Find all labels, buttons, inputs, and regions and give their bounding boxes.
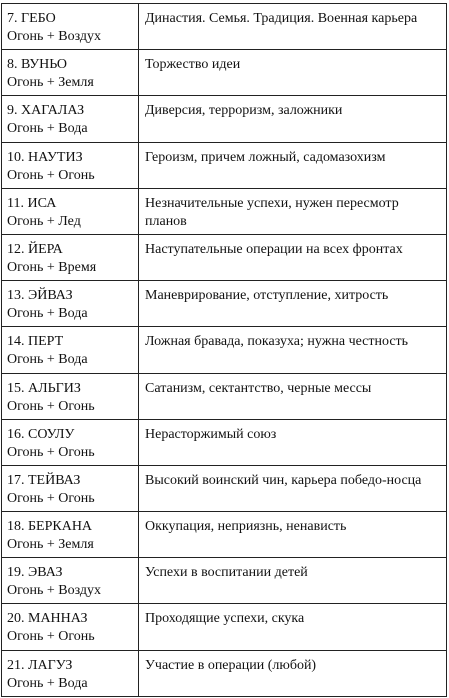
table-row bbox=[2, 558, 447, 604]
table-row bbox=[2, 373, 447, 419]
rune-elements: Огонь + Огонь bbox=[7, 398, 95, 414]
rune-elements: Огонь + Земля bbox=[7, 75, 94, 91]
rune-name: 20. МАННАЗ bbox=[7, 611, 88, 627]
meaning-cell bbox=[139, 142, 447, 188]
table-row bbox=[2, 188, 447, 234]
meaning-cell bbox=[139, 604, 447, 650]
meaning-cell bbox=[139, 650, 447, 696]
rune-meaning: Успехи в воспитании детей bbox=[145, 565, 308, 581]
meaning-cell bbox=[139, 373, 447, 419]
rune-name: 11. ИСА bbox=[7, 195, 57, 211]
table-row bbox=[2, 327, 447, 373]
rune-elements: Огонь + Время bbox=[7, 259, 97, 275]
rune-cell bbox=[2, 604, 139, 650]
rune-name: 21. ЛАГУЗ bbox=[7, 657, 73, 673]
rune-name: 13. ЭЙВАЗ bbox=[7, 288, 73, 304]
table-row bbox=[2, 650, 447, 696]
rune-cell bbox=[2, 188, 139, 234]
rune-elements: Огонь + Земля bbox=[7, 537, 94, 553]
meaning-cell bbox=[139, 50, 447, 96]
rune-cell bbox=[2, 281, 139, 327]
rune-cell bbox=[2, 558, 139, 604]
meaning-cell bbox=[139, 96, 447, 142]
meaning-cell bbox=[139, 419, 447, 465]
rune-cell bbox=[2, 419, 139, 465]
meaning-cell bbox=[139, 188, 447, 234]
rune-cell bbox=[2, 142, 139, 188]
rune-elements: Огонь + Вода bbox=[7, 352, 88, 368]
table-row bbox=[2, 234, 447, 280]
meaning-cell bbox=[139, 465, 447, 511]
table-row bbox=[2, 512, 447, 558]
rune-cell bbox=[2, 465, 139, 511]
rune-meaning: Торжество идеи bbox=[145, 57, 241, 73]
rune-elements: Огонь + Воздух bbox=[7, 583, 102, 599]
rune-name: 18. БЕРКАНА bbox=[7, 519, 93, 535]
rune-elements: Огонь + Вода bbox=[7, 306, 88, 322]
meaning-cell bbox=[139, 558, 447, 604]
rune-elements: Огонь + Огонь bbox=[7, 167, 95, 183]
rune-meaning: Незначительные успехи, нужен пересмотр планов bbox=[145, 195, 399, 229]
rune-name: 7. ГЕБО bbox=[7, 11, 56, 26]
meaning-cell bbox=[139, 327, 447, 373]
meaning-cell bbox=[139, 281, 447, 327]
rune-meaning: Наступательные операции на всех фронтах bbox=[145, 241, 403, 257]
rune-meaning: Ложная бравада, показуха; нужна честность bbox=[145, 334, 409, 350]
rune-meanings-table bbox=[1, 3, 447, 697]
rune-meaning: Династия. Семья. Традиция. Военная карьера bbox=[145, 11, 418, 26]
table-body bbox=[2, 4, 447, 697]
rune-cell bbox=[2, 96, 139, 142]
table-row bbox=[2, 4, 447, 50]
table-row bbox=[2, 142, 447, 188]
meaning-cell bbox=[139, 512, 447, 558]
rune-name: 14. ПЕРТ bbox=[7, 334, 64, 350]
rune-elements: Огонь + Вода bbox=[7, 121, 88, 137]
rune-cell bbox=[2, 4, 139, 50]
rune-cell bbox=[2, 373, 139, 419]
rune-name: 16. СОУЛУ bbox=[7, 426, 75, 442]
rune-elements: Огонь + Воздух bbox=[7, 29, 102, 44]
rune-elements: Огонь + Вода bbox=[7, 675, 88, 691]
table-row bbox=[2, 604, 447, 650]
rune-name: 17. ТЕЙВАЗ bbox=[7, 472, 81, 488]
rune-name: 8. ВУНЬО bbox=[7, 57, 68, 73]
rune-elements: Огонь + Огонь bbox=[7, 444, 95, 460]
table-row bbox=[2, 96, 447, 142]
table-row bbox=[2, 419, 447, 465]
rune-meaning: Проходящие успехи, скука bbox=[145, 611, 305, 627]
rune-name: 9. ХАГАЛАЗ bbox=[7, 103, 85, 119]
meaning-cell bbox=[139, 234, 447, 280]
rune-meaning: Нерасторжимый союз bbox=[145, 426, 277, 442]
rune-elements: Огонь + Огонь bbox=[7, 629, 95, 645]
rune-name: 19. ЭВАЗ bbox=[7, 565, 63, 581]
rune-cell bbox=[2, 234, 139, 280]
rune-elements: Огонь + Огонь bbox=[7, 490, 95, 506]
rune-name: 10. НАУТИЗ bbox=[7, 149, 83, 165]
rune-meaning: Высокий воинский чин, карьера победо-носца bbox=[145, 472, 422, 488]
table-row bbox=[2, 281, 447, 327]
rune-cell bbox=[2, 512, 139, 558]
rune-name: 15. АЛЬГИЗ bbox=[7, 380, 81, 396]
table-row bbox=[2, 50, 447, 96]
rune-meaning: Маневрирование, отступление, хитрость bbox=[145, 288, 389, 304]
rune-meaning: Оккупация, неприязнь, ненависть bbox=[145, 519, 347, 535]
table-row bbox=[2, 465, 447, 511]
meaning-cell bbox=[139, 4, 447, 50]
rune-meaning: Участие в операции (любой) bbox=[145, 657, 317, 673]
rune-elements: Огонь + Лед bbox=[7, 213, 81, 229]
rune-meaning: Сатанизм, сектантство, черные мессы bbox=[145, 380, 372, 396]
rune-cell bbox=[2, 50, 139, 96]
rune-meaning: Героизм, причем ложный, садомазохизм bbox=[145, 149, 386, 165]
rune-meaning: Диверсия, терроризм, заложники bbox=[145, 103, 343, 119]
rune-cell bbox=[2, 650, 139, 696]
rune-cell bbox=[2, 327, 139, 373]
rune-name: 12. ЙЕРА bbox=[7, 241, 63, 257]
